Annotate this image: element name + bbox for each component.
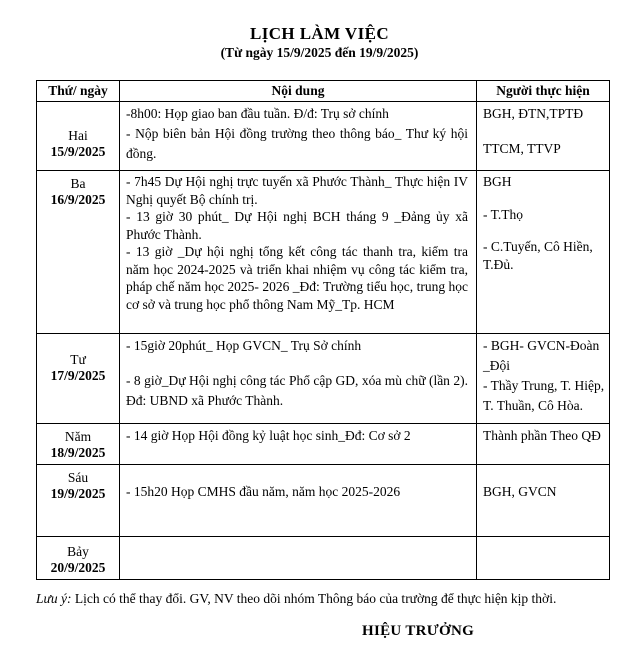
cell-line: - 15giờ 20phút_ Họp GVCN_ Trụ Sở chính (126, 338, 362, 353)
cell-line: - Thầy Trung, T. Hiệp, T. Thuần, Cô Hòa. (483, 378, 605, 413)
day-date: 16/9/2025 (50, 192, 106, 207)
day-cell (37, 102, 120, 171)
column-header-day: Thứ/ ngày (37, 81, 120, 102)
content-cell (120, 171, 477, 334)
column-header-content: Nội dung (120, 81, 477, 102)
table-row-wednesday (37, 334, 610, 424)
cell-line: - 14 giờ Họp Hội đồng kỷ luật học sinh_Đđ: Cơ sở 2 (126, 428, 411, 443)
page-title: LỊCH LÀM VIỆC (249, 24, 390, 43)
day-date: 20/9/2025 (50, 560, 106, 575)
table-row-saturday (37, 537, 610, 580)
day-date: 17/9/2025 (50, 368, 106, 383)
people-cell (477, 102, 610, 171)
cell-line: - 13 giờ _Dự hội nghị tổng kết công tác thanh tra, kiểm tra năm học 2024-2025 và triển khai nhiệm vụ công tác kiểm tra, pháp chế năm học 2025- 2026 _Đđ: Trường tiểu học, trung học cơ sở và trung học phổ thông Nam Mỹ_Tp. HCM (126, 244, 468, 312)
cell-line: BGH, GVCN (483, 484, 557, 499)
cell-line: -8h00: Họp giao ban đầu tuần. Đ/đ: Trụ sở chính (126, 106, 389, 121)
cell-line: - 7h45 Dự Hội nghị trực tuyến xã Phước Thành_ Thực hiện IV Nghị quyết Bộ chính trị. (126, 174, 468, 207)
day-name: Sáu (67, 470, 89, 485)
cell-line: Thành phần Theo QĐ (483, 428, 601, 443)
cell-line: - BGH- GVCN-Đoàn _Đội (483, 338, 600, 373)
cell-line: - 8 giờ_Dự Hội nghị công tác Phổ cập GD, xóa mù chữ (lần 2). Đđ: UBND xã Phước Thành. (126, 373, 468, 408)
table-row-monday (37, 102, 610, 171)
cell-line (483, 223, 606, 238)
day-date: 19/9/2025 (50, 486, 106, 501)
people-cell (477, 334, 610, 424)
cell-line (126, 356, 468, 371)
day-cell (37, 465, 120, 537)
cell-line: - Nộp biên bản Hội đồng trường theo thông báo_ Thư ký hội đồng. (126, 126, 468, 161)
cell-line (483, 124, 606, 139)
table-row-tuesday (37, 171, 610, 334)
day-name: Ba (70, 176, 86, 191)
cell-line (126, 467, 468, 482)
cell-line (483, 191, 606, 206)
day-name: Hai (68, 128, 88, 143)
schedule-table (36, 80, 610, 580)
cell-line (483, 467, 606, 482)
cell-line: - T.Thọ (483, 206, 523, 222)
people-cell (477, 171, 610, 334)
content-cell (120, 424, 477, 465)
day-cell (37, 171, 120, 334)
cell-line: BGH (483, 174, 512, 189)
signature-title: HIỆU TRƯỞNG (362, 623, 475, 639)
cell-line: - 15h20 Họp CMHS đầu năm, năm học 2025-2026 (126, 484, 401, 499)
day-cell (37, 537, 120, 580)
day-cell (37, 334, 120, 424)
cell-line: - C.Tuyến, Cô Hiền, T.Đủ. (483, 239, 593, 272)
content-cell (120, 102, 477, 171)
table-row-thursday (37, 424, 610, 465)
header-row (37, 81, 610, 102)
page-subtitle: (Từ ngày 15/9/2025 đến 19/9/2025) (220, 45, 419, 60)
cell-line: - 13 giờ 30 phút_ Dự Hội nghị BCH tháng 9 _Đảng ủy xã Phước Thành. (126, 209, 468, 242)
table-row-friday (37, 465, 610, 537)
people-cell (477, 465, 610, 537)
day-date: 15/9/2025 (50, 144, 106, 159)
day-date: 18/9/2025 (50, 445, 106, 460)
day-name: Bảy (67, 544, 89, 559)
content-cell (120, 465, 477, 537)
cell-line: BGH, ĐTN,TPTĐ (483, 106, 584, 121)
day-name: Năm (64, 429, 92, 444)
people-cell (477, 424, 610, 465)
day-name: Tư (70, 352, 86, 367)
cell-line: TTCM, TTVP (483, 141, 561, 156)
people-cell (477, 537, 610, 580)
note-text: Lịch có thể thay đổi. GV, NV theo dõi nhóm Thông báo của trường để thực hiện kịp thời. (71, 591, 557, 606)
note-label: Lưu ý: (36, 591, 72, 606)
content-cell (120, 537, 477, 580)
column-header-people: Người thực hiện (477, 81, 610, 102)
content-cell (120, 334, 477, 424)
note (36, 588, 609, 609)
day-cell (37, 424, 120, 465)
